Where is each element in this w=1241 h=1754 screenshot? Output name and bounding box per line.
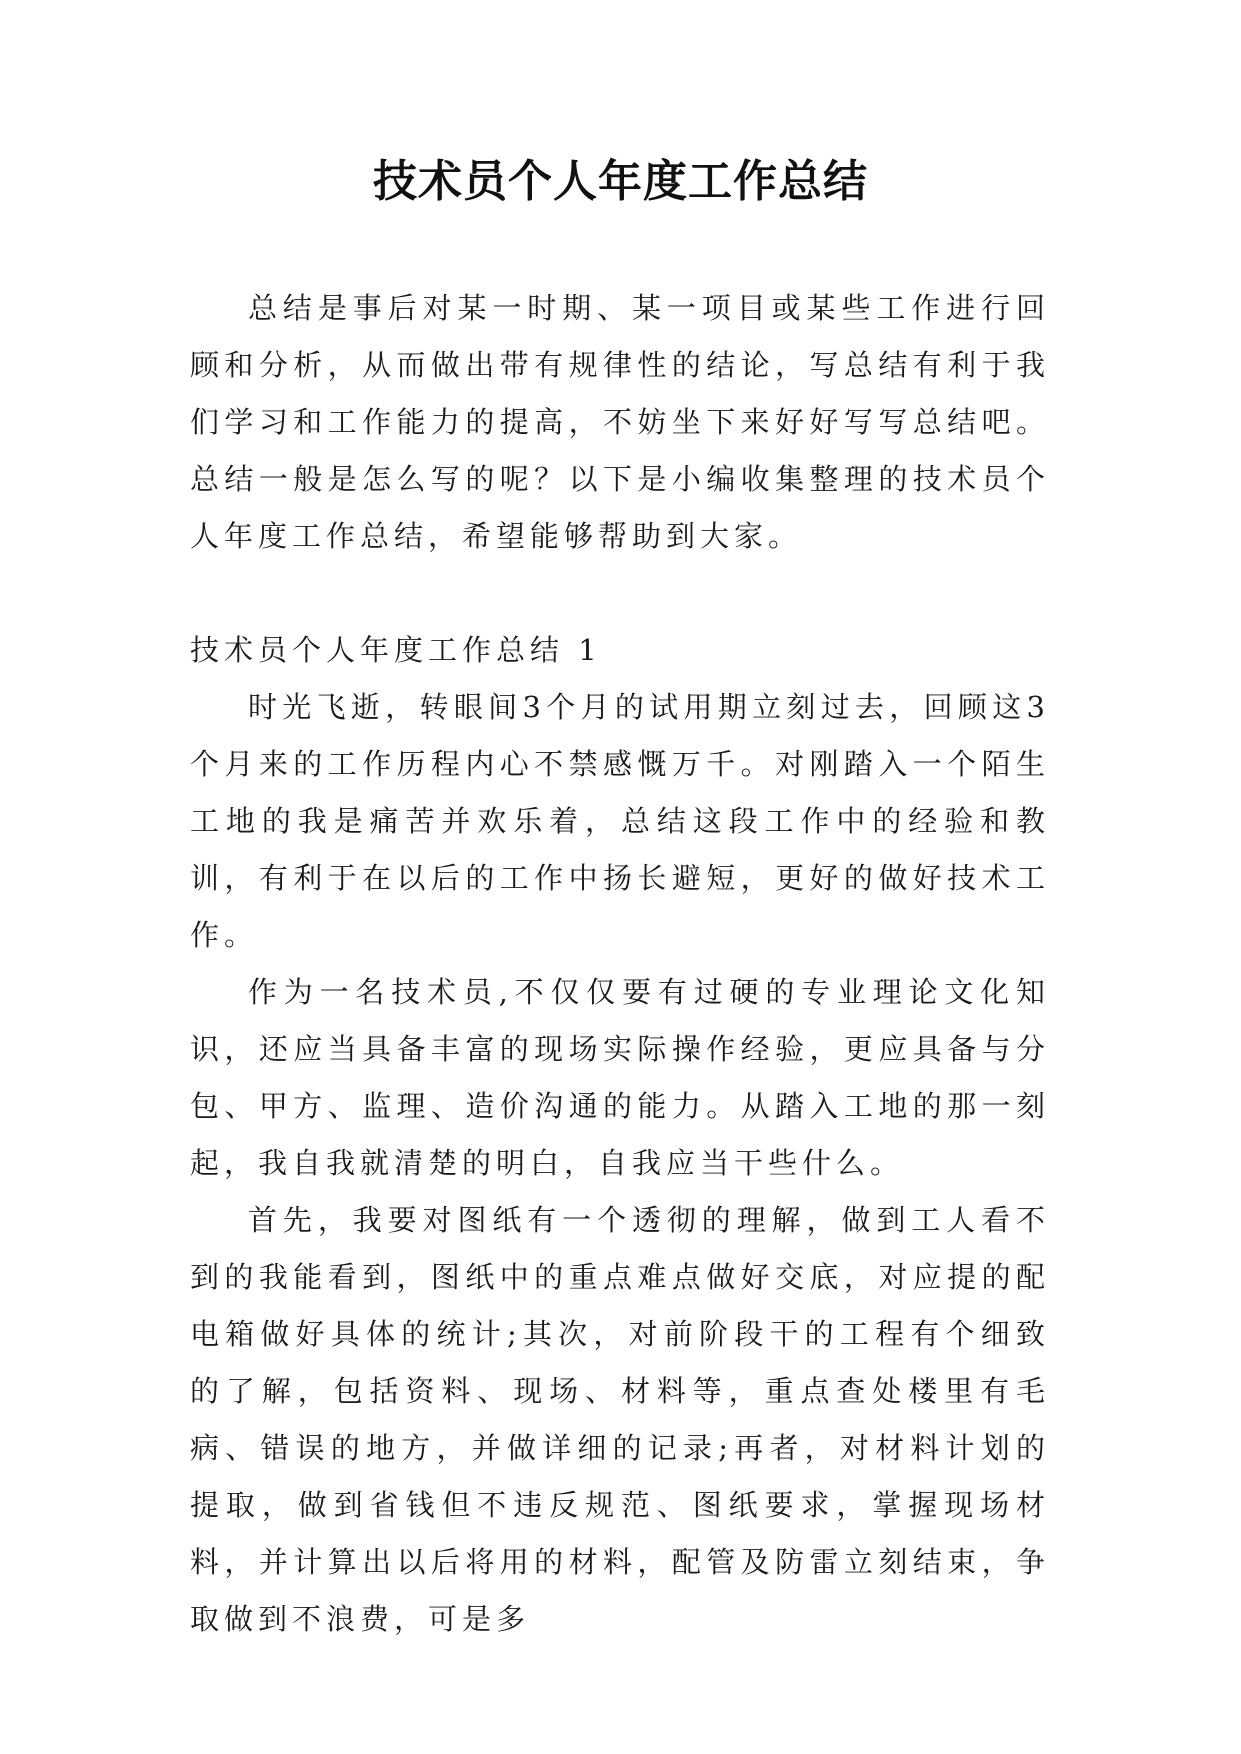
intro-paragraph: 总结是事后对某一时期、某一项目或某些工作进行回顾和分析，从而做出带有规律性的结论，写总结有利于我们学习和工作能力的提高，不妨坐下来好好写写总结吧。总结一般是怎么写的呢？以下是小编收集整理的技术员个人年度工作总结，希望能够帮助到大家。 [190,291,1050,553]
section-heading: 技术员个人年度工作总结 1 [190,633,602,667]
body-paragraph-1: 时光飞逝，转眼间3个月的试用期立刻过去，回顾这3个月来的工作历程内心不禁感慨万千。对刚踏入一个陌生工地的我是痛苦并欢乐着，总结这段工作中的经验和教训，有利于在以后的工作中扬长避短，更好的做好技术工作。 [190,690,1050,952]
body-paragraph-3: 首先，我要对图纸有一个透彻的理解，做到工人看不到的我能看到，图纸中的重点难点做好交底，对应提的配电箱做好具体的统计;其次，对前阶段干的工程有个细致的了解，包括资料、现场、材料等，重点查处楼里有毛病、错误的地方，并做详细的记录;再者，对材料计划的提取，做到省钱但不违反规范、图纸要求，掌握现场材料，并计算出以后将用的材料，配管及防雷立刻结束，争取做到不浪费，可是多 [190,1203,1050,1636]
document-body [190,280,1050,1648]
page-title: 技术员个人年度工作总结 [373,156,868,207]
body-paragraph-2: 作为一名技术员,不仅仅要有过硬的专业理论文化知识，还应当具备丰富的现场实际操作经验，更应具备与分包、甲方、监理、造价沟通的能力。从踏入工地的那一刻起，我自我就清楚的明白，自我应当干些什么。 [190,975,1050,1180]
